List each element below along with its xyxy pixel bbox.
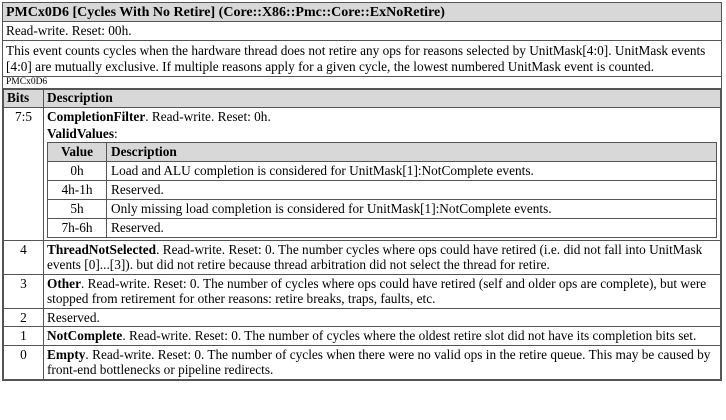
field-text: . Read-write. Reset: 0. The number cycles where ops could have retired (i.e. did not fall into UnitMask events [0]...[3]). but did not retire because thread arbitration did not select the thread for retire. xyxy=(47,241,703,272)
field-bits: 0 xyxy=(4,345,44,379)
valid-value: 4h-1h xyxy=(48,180,107,199)
table-row xyxy=(4,274,721,308)
valid-value-description: Reserved. xyxy=(107,218,717,237)
field-name: NotComplete xyxy=(47,328,123,343)
field-description xyxy=(44,274,721,308)
valid-values-table xyxy=(47,142,717,238)
register-access: Read-write. Reset: 00h. xyxy=(3,22,721,41)
field-name: ThreadNotSelected xyxy=(47,241,157,257)
field-name: Other xyxy=(47,275,81,291)
value-description-column-header: Description xyxy=(107,142,717,161)
valid-value-row xyxy=(48,218,717,237)
valid-value: 0h xyxy=(48,161,107,180)
register-description: This event counts cycles when the hardware thread does not retire any ops for reasons selected by UnitMask[4:0]. UnitMask events [4:0] are mutually exclusive. If multiple reasons apply for a given cycle, the lowest numbered UnitMask event is counted. xyxy=(3,41,721,77)
valid-value-description: Only missing load completion is considered for UnitMask[1]:NotComplete events. xyxy=(107,199,717,218)
bit-field-table xyxy=(3,89,721,380)
field-description xyxy=(44,345,721,379)
description-column-header: Description xyxy=(44,90,721,108)
valid-values-header-row xyxy=(48,142,717,161)
field-bits: 2 xyxy=(4,308,44,327)
field-text: . Read-write. Reset: 0. The number of cycles where the oldest retire slot did not have its completion bits set. xyxy=(122,328,697,343)
register-title: PMCx0D6 [Cycles With No Retire] (Core::X86::Pmc::Core::ExNoRetire) xyxy=(3,3,721,22)
field-text: . Read-write. Reset: 0. The number of cycles where ops could have retired (self and older ops are complete), but were stopped from retirement for other reasons: retire breaks, traps, faults, etc. xyxy=(47,275,707,306)
register-spec xyxy=(2,2,722,381)
field-bits: 3 xyxy=(4,274,44,308)
valid-values-label: ValidValues: xyxy=(47,125,118,141)
valid-value: 7h-6h xyxy=(48,218,107,237)
register-name: PMCx0D6 xyxy=(3,77,721,89)
field-bits: 1 xyxy=(4,327,44,346)
field-name: CompletionFilter xyxy=(47,109,146,124)
field-bits: 7:5 xyxy=(4,108,44,241)
field-description xyxy=(44,108,721,241)
table-row xyxy=(4,345,721,379)
table-row xyxy=(4,108,721,241)
valid-value-description: Reserved. xyxy=(107,180,717,199)
value-column-header: Value xyxy=(48,142,107,161)
field-description xyxy=(44,308,721,327)
table-row xyxy=(4,327,721,346)
field-text: . Read-write. Reset: 0h. xyxy=(145,109,271,124)
field-text: . Read-write. Reset: 0. The number of cycles when there were no valid ops in the retire queue. This may be caused by front-end bottlenecks or pipeline redirects. xyxy=(47,346,711,377)
valid-value: 5h xyxy=(48,199,107,218)
field-bits: 4 xyxy=(4,240,44,274)
field-description xyxy=(44,327,721,346)
table-row xyxy=(4,240,721,274)
table-row xyxy=(4,308,721,327)
valid-value-row xyxy=(48,161,717,180)
bits-column-header: Bits xyxy=(4,90,44,108)
valid-value-row xyxy=(48,180,717,199)
valid-value-description: Load and ALU completion is considered for UnitMask[1]:NotComplete events. xyxy=(107,161,717,180)
table-header-row xyxy=(4,90,721,108)
field-description xyxy=(44,240,721,274)
field-text: Reserved. xyxy=(47,309,100,325)
field-name: Empty xyxy=(47,346,86,362)
valid-value-row xyxy=(48,199,717,218)
